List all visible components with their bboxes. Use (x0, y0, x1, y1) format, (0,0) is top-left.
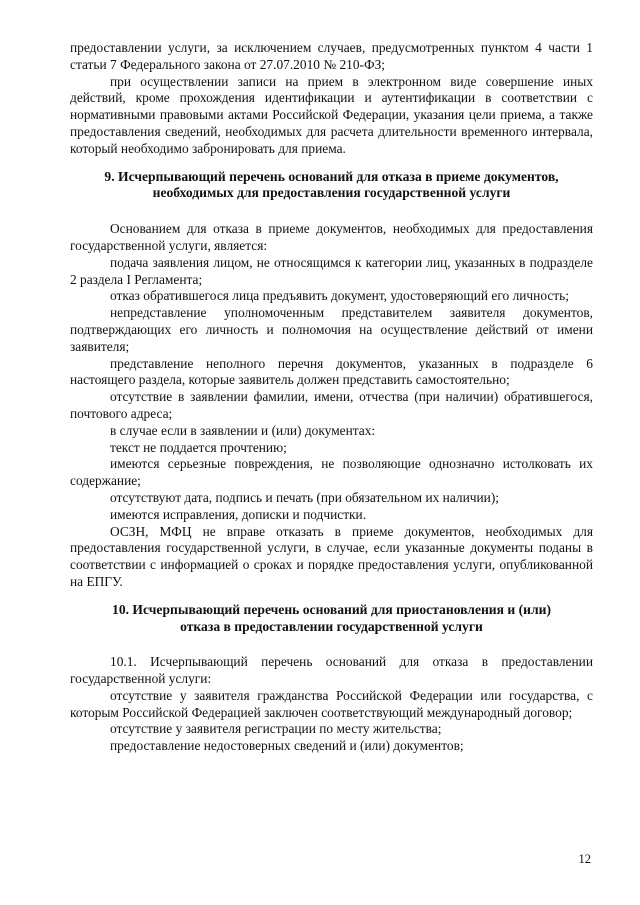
section-9-heading-line: 9. Исчерпывающий перечень оснований для отказа в приеме документов, (104, 168, 559, 184)
section-9-heading (70, 169, 593, 203)
paragraph: непредставление уполномоченным представителем заявителя документов, подтверждающих его личность и полномочия на осуществление действий от имени заявителя; (70, 305, 593, 354)
paragraph: 10.1. Исчерпывающий перечень оснований для отказа в предоставлении государственной услуги: (70, 654, 593, 687)
paragraph: Основанием для отказа в приеме документов, необходимых для предоставления государственной услуги, является: (70, 221, 593, 253)
section-9-heading-line: необходимых для предоставления государственной услуги (152, 185, 511, 201)
paragraph: имеются исправления, дописки и подчистки. (110, 506, 367, 522)
section-10-heading-line: 10. Исчерпывающий перечень оснований для приостановления и (или) (112, 601, 551, 617)
paragraph: текст не поддается прочтению; (110, 439, 287, 455)
paragraph: предоставление недостоверных сведений и (или) документов; (110, 738, 464, 754)
paragraph: в случае если в заявлении и (или) документах: (110, 422, 376, 438)
paragraph: ОСЗН, МФЦ не вправе отказать в приеме документов, необходимых для предоставления государственной услуги, в случае, если указанные документы поданы в соответствии с информацией о сроках и порядке предоставления услуги, опубликованной на ЕПГУ. (70, 523, 593, 589)
paragraph: представление неполного перечня документов, указанных в подразделе 6 настоящего раздела, которые заявитель должен представить самостоятельно; (70, 355, 593, 388)
intro-paragraph: предоставлении услуги, за исключением случаев, предусмотренных пунктом 4 части 1 статьи 7 Федерального закона от 27.07.2010 № 210-ФЗ; (70, 40, 593, 72)
paragraph: отказ обратившегося лица предъявить документ, удостоверяющий его личность; (110, 288, 569, 304)
paragraph: отсутствие у заявителя регистрации по месту жительства; (110, 721, 442, 737)
intro-paragraph: при осуществлении записи на прием в электронном виде совершение иных действий, кроме прохождения идентификации и аутентификации в соответствии с нормативными правовыми актами Российской Федерации, указания цели приема, а также предоставления сведений, необходимых для расчета длительности временного интервала, который необходимо забронировать для приема. (70, 73, 593, 156)
paragraph: имеются серьезные повреждения, не позволяющие однозначно истолковать их содержание; (70, 456, 593, 489)
page-body (70, 40, 593, 755)
paragraph: отсутствие у заявителя гражданства Российской Федерации или государства, с которым Российской Федерацией заключен соответствующий международный договор; (70, 687, 593, 720)
section-10-heading (70, 602, 593, 636)
page-number: 12 (578, 852, 591, 866)
paragraph: отсутствуют дата, подпись и печать (при обязательном их наличии); (110, 489, 499, 505)
paragraph: отсутствие в заявлении фамилии, имени, отчества (при наличии) обратившегося, почтового адреса; (70, 389, 593, 421)
paragraph: подача заявления лицом, не относящимся к категории лиц, указанных в подразделе 2 раздела I Регламента; (70, 254, 593, 287)
section-10-body (70, 654, 593, 755)
section-10-heading-line: отказа в предоставлении государственной услуги (180, 618, 483, 634)
section-9-body (70, 221, 593, 591)
